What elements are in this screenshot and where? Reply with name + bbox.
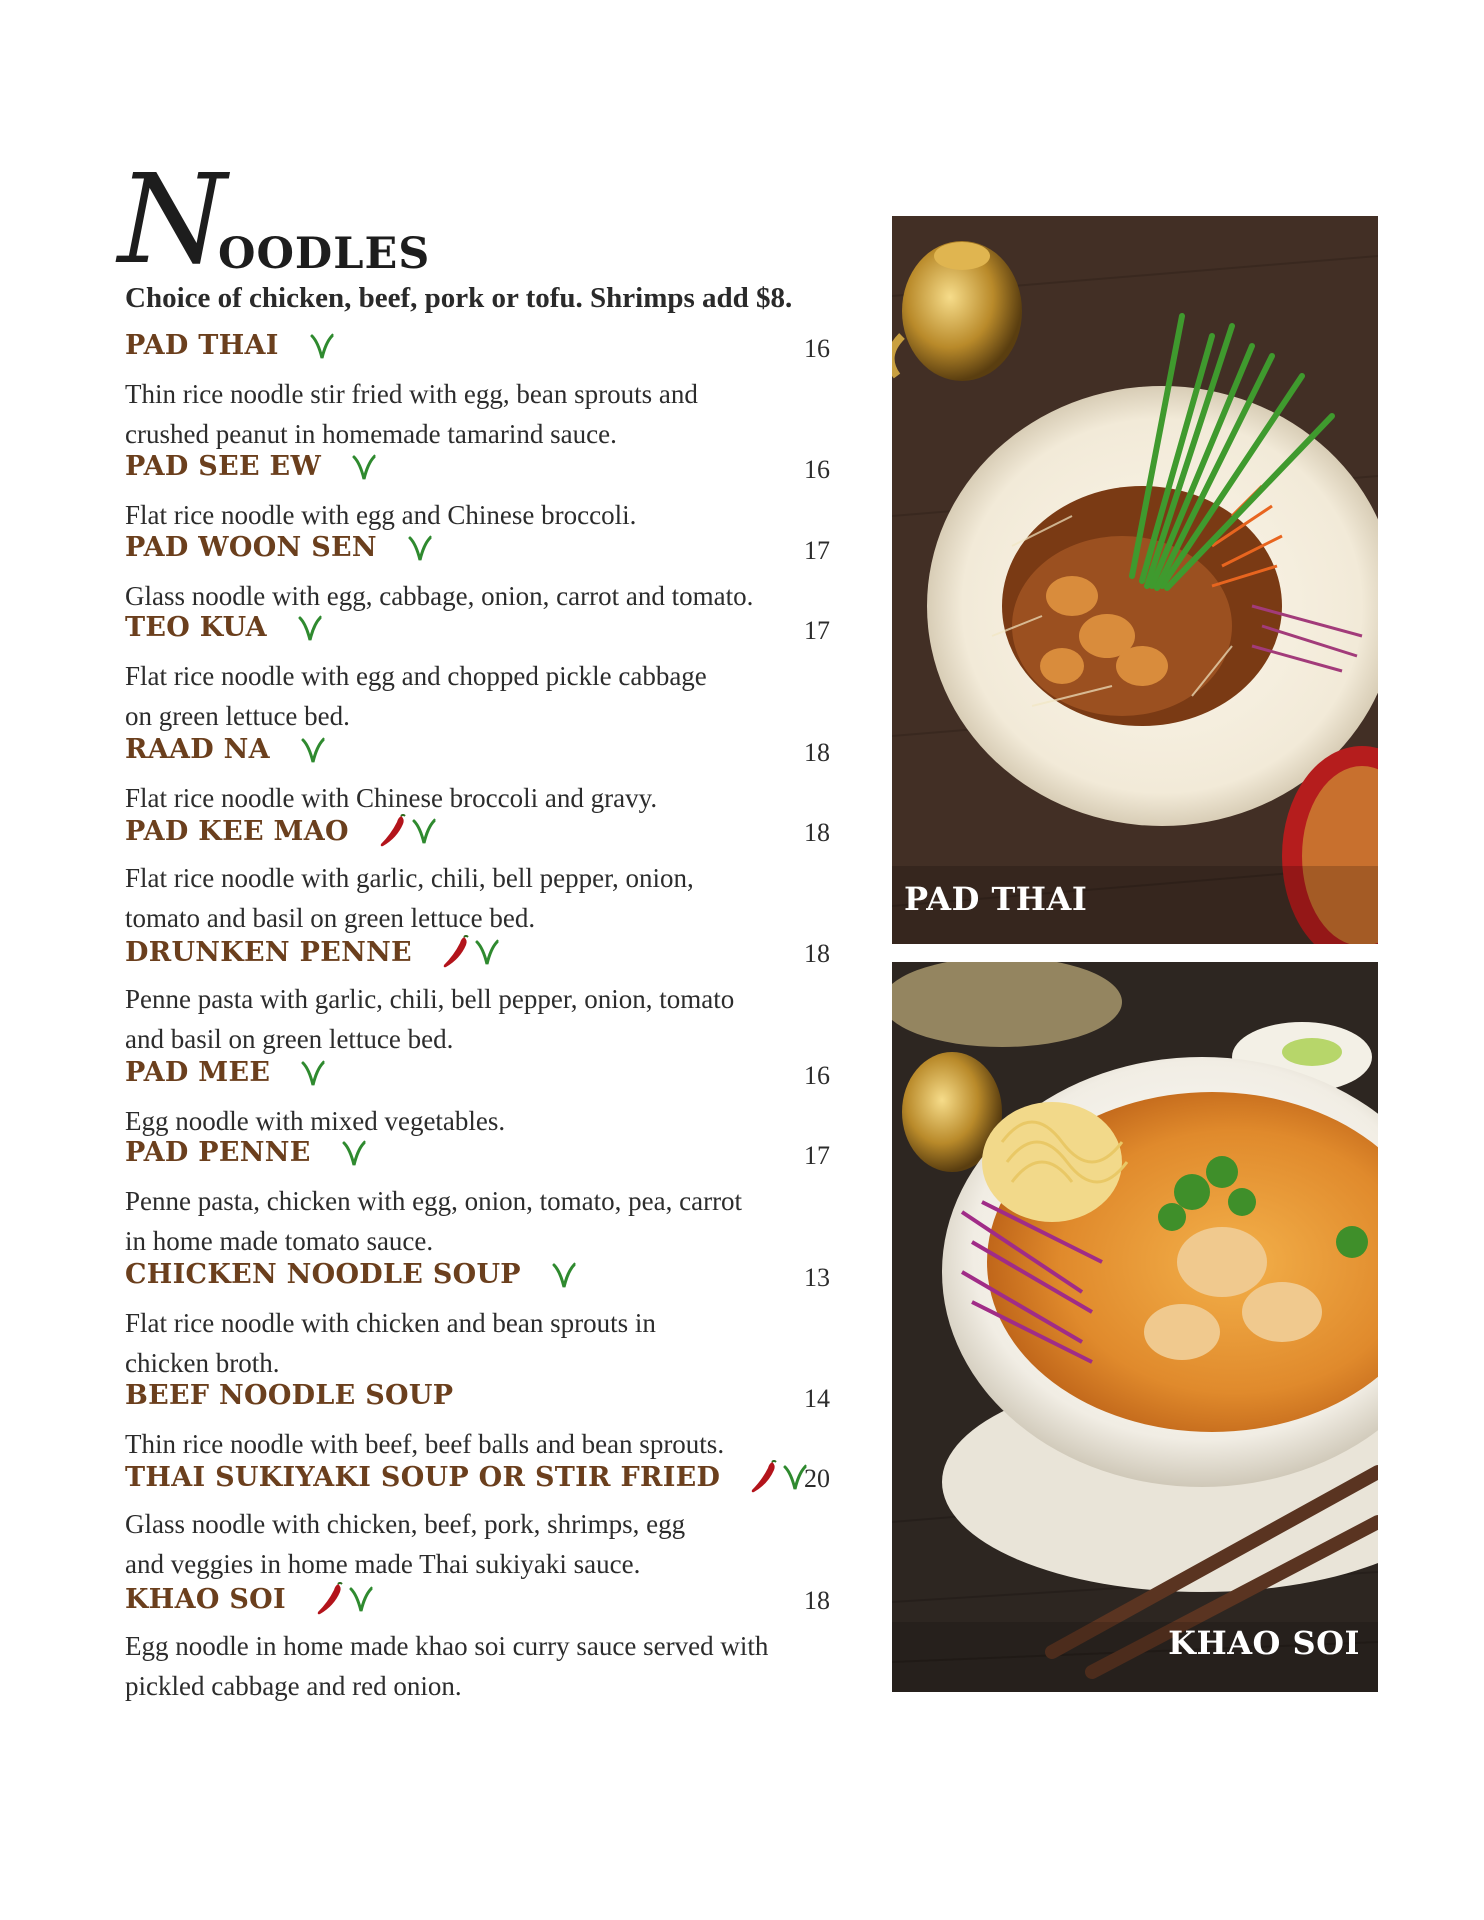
menu-item-name: [125, 532, 433, 563]
menu-item-name: [125, 1380, 483, 1411]
menu-item-description: [125, 576, 825, 616]
description-line: Egg noodle in home made khao soi curry sauce served with: [125, 1631, 769, 1661]
vegetarian-sprout-icon: [351, 453, 377, 481]
menu-item-name: [125, 612, 323, 643]
vegetarian-sprout-icon: [300, 1059, 326, 1087]
description-line: Glass noodle with chicken, beef, pork, shrimps, egg: [125, 1509, 686, 1539]
menu-item-name: [125, 734, 326, 765]
menu-item-title: PAD PENNE: [125, 1137, 311, 1168]
dietary-icons: [351, 453, 377, 481]
menu-item-title: DRUNKEN PENNE: [125, 936, 412, 968]
menu-item-description: [125, 1303, 825, 1383]
vegetarian-sprout-icon: [300, 736, 326, 764]
menu-item-name: [125, 1137, 367, 1168]
description-line: Flat rice noodle with chicken and bean sprouts in: [125, 1308, 656, 1338]
menu-item-price: 18: [804, 818, 830, 847]
dietary-icons: [300, 1059, 326, 1087]
menu-item-name: [125, 1259, 577, 1290]
description-line: Glass noodle with egg, cabbage, onion, carrot and tomato.: [125, 581, 754, 611]
menu-item-name: [125, 814, 437, 848]
menu-item-description: [125, 778, 825, 818]
chili-pepper-icon: [442, 935, 470, 969]
dietary-icons: [316, 1582, 374, 1616]
dietary-icons: [379, 814, 437, 848]
menu-item-title: KHAO SOI: [125, 1583, 286, 1615]
menu-item-price: 17: [804, 1141, 830, 1170]
menu-item-name: [125, 1582, 374, 1616]
description-line: Penne pasta, chicken with egg, onion, tomato, pea, carrot: [125, 1186, 743, 1216]
menu-item-title: THAI SUKIYAKI SOUP OR STIR FRIED: [125, 1461, 721, 1493]
dietary-icons: [442, 935, 500, 969]
menu-item-description: [125, 1626, 825, 1706]
dietary-icons: [309, 332, 335, 360]
menu-item-price: 16: [804, 455, 830, 484]
menu-item-title: TEO KUA: [125, 612, 267, 643]
menu-item-title: PAD KEE MAO: [125, 815, 349, 847]
vegetarian-sprout-icon: [341, 1139, 367, 1167]
dietary-icons: [407, 534, 433, 562]
menu-item-price: 18: [804, 738, 830, 767]
menu-item-description: [125, 495, 825, 535]
chili-pepper-icon: [316, 1582, 344, 1616]
menu-item-price: 16: [804, 334, 830, 363]
menu-item-title: BEEF NOODLE SOUP: [125, 1380, 454, 1411]
section-subtitle: Choice of chicken, beef, pork or tofu. Shrimps add $8.: [125, 282, 793, 314]
description-line: chicken broth.: [125, 1348, 280, 1378]
menu-item-price: 14: [804, 1384, 830, 1413]
pad-thai-caption: PAD THAI: [904, 880, 1088, 918]
menu-item-description: [125, 858, 825, 938]
dietary-icons: [297, 614, 323, 642]
vegetarian-sprout-icon: [411, 817, 437, 845]
chili-pepper-icon: [379, 814, 407, 848]
menu-item-name: [125, 1460, 808, 1494]
menu-item-price: 13: [804, 1263, 830, 1292]
menu-item-name: [125, 330, 335, 361]
pad-thai-photo: [892, 216, 1378, 944]
description-line: Thin rice noodle with beef, beef balls and bean sprouts.: [125, 1429, 725, 1459]
menu-item-price: 16: [804, 1061, 830, 1090]
menu-item-price: 17: [804, 616, 830, 645]
khao-soi-caption: KHAO SOI: [1168, 1624, 1360, 1662]
description-line: in home made tomato sauce.: [125, 1226, 434, 1256]
menu-item-description: [125, 374, 825, 454]
menu-item-price: 18: [804, 1586, 830, 1615]
menu-item-name: [125, 451, 377, 482]
description-line: tomato and basil on green lettuce bed.: [125, 903, 536, 933]
description-line: Flat rice noodle with egg and Chinese broccoli.: [125, 500, 637, 530]
menu-item-title: PAD MEE: [125, 1057, 271, 1088]
description-line: Flat rice noodle with garlic, chili, bell pepper, onion,: [125, 863, 694, 893]
dietary-icons: [341, 1139, 367, 1167]
menu-item-description: [125, 979, 825, 1059]
description-line: on green lettuce bed.: [125, 701, 350, 731]
vegetarian-sprout-icon: [551, 1261, 577, 1289]
menu-item-title: PAD WOON SEN: [125, 532, 377, 563]
menu-item-price: 20: [804, 1464, 830, 1493]
section-title-initial: N: [118, 148, 227, 292]
vegetarian-sprout-icon: [407, 534, 433, 562]
description-line: pickled cabbage and red onion.: [125, 1671, 462, 1701]
vegetarian-sprout-icon: [297, 614, 323, 642]
menu-item-price: 18: [804, 939, 830, 968]
menu-item-description: [125, 1181, 825, 1261]
menu-item-title: RAAD NA: [125, 734, 270, 765]
menu-item-description: [125, 656, 825, 736]
description-line: Flat rice noodle with Chinese broccoli and gravy.: [125, 783, 658, 813]
dietary-icons: [300, 736, 326, 764]
section-title-rest: OODLES: [218, 229, 431, 279]
menu-item-title: CHICKEN NOODLE SOUP: [125, 1259, 521, 1290]
vegetarian-sprout-icon: [309, 332, 335, 360]
description-line: Penne pasta with garlic, chili, bell pepper, onion, tomato: [125, 984, 735, 1014]
menu-item-title: PAD THAI: [125, 330, 279, 361]
menu-item-name: [125, 935, 500, 969]
dietary-icons: [551, 1261, 577, 1289]
dietary-icons: [750, 1460, 808, 1494]
menu-item-price: 17: [804, 536, 830, 565]
chili-pepper-icon: [750, 1460, 778, 1494]
section-title: [118, 148, 718, 292]
description-line: crushed peanut in homemade tamarind sauce.: [125, 419, 617, 449]
vegetarian-sprout-icon: [474, 938, 500, 966]
menu-item-description: [125, 1504, 825, 1584]
menu-item-description: [125, 1424, 825, 1464]
vegetarian-sprout-icon: [348, 1585, 374, 1613]
description-line: Thin rice noodle stir fried with egg, bean sprouts and: [125, 379, 698, 409]
description-line: Flat rice noodle with egg and chopped pickle cabbage: [125, 661, 707, 691]
khao-soi-photo: [892, 962, 1378, 1692]
description-line: Egg noodle with mixed vegetables.: [125, 1106, 506, 1136]
menu-item-title: PAD SEE EW: [125, 451, 322, 482]
description-line: and basil on green lettuce bed.: [125, 1024, 454, 1054]
description-line: and veggies in home made Thai sukiyaki sauce.: [125, 1549, 641, 1579]
menu-item-name: [125, 1057, 326, 1088]
menu-item-description: [125, 1101, 825, 1141]
